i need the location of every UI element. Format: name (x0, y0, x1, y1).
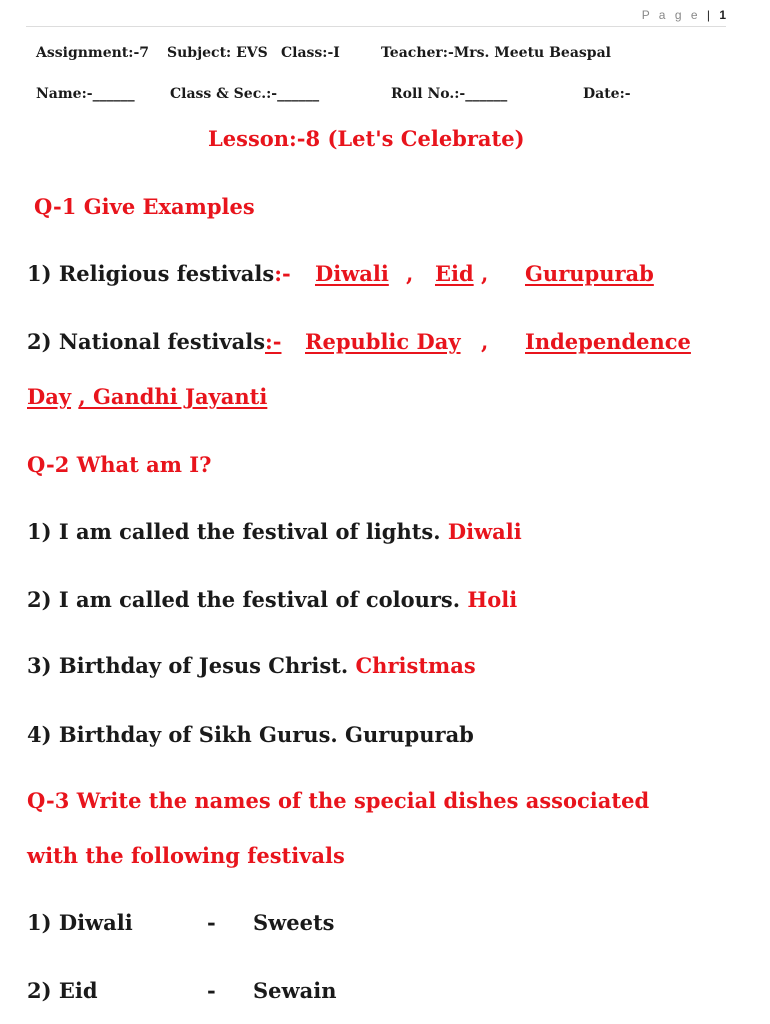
q1-title: Q-1 Give Examples (34, 194, 255, 219)
q1-row2-cont (27, 384, 267, 409)
q1-row1 (27, 261, 291, 286)
date-field: Date:- (583, 86, 631, 102)
class-label: Class:-I (281, 45, 340, 61)
answer-eid: Eid (435, 261, 474, 286)
q2-item (27, 519, 522, 544)
class-sec-field: Class & Sec.:-______ (170, 86, 320, 102)
answer-diwali: Diwali (315, 261, 389, 286)
answer-gurupurab: Gurupurab (525, 261, 654, 286)
q3-dish: Sweets (253, 910, 335, 935)
q2-answer: Holi (467, 587, 518, 612)
q2-item (27, 653, 476, 678)
answer-independence-day-cont: Day (27, 384, 72, 409)
page-sep: | (706, 8, 713, 22)
comma: , (406, 261, 414, 286)
q1-row1-sep: :- (274, 261, 291, 286)
q2-answer: Diwali (447, 519, 522, 544)
q2-answer: Christmas (355, 653, 476, 678)
teacher-label: Teacher:-Mrs. Meetu Beaspal (381, 45, 611, 61)
q1-row2-label: 2) National festivals (27, 329, 266, 354)
q3-dash: - (207, 910, 216, 935)
comma: , (481, 329, 489, 354)
page-number (642, 8, 726, 22)
q2-item (27, 722, 474, 747)
page-header-rule (26, 26, 726, 27)
q3-title-line2: with the following festivals (27, 843, 345, 868)
q2-question: 2) I am called the festival of colours. (27, 587, 461, 612)
page-number-value: 1 (719, 8, 726, 22)
roll-field: Roll No.:-______ (391, 86, 508, 102)
page-label: P a g e (641, 8, 701, 22)
comma: , (481, 261, 489, 286)
q3-festival: 1) Diwali (27, 910, 133, 935)
q1-row1-label: 1) Religious festivals (27, 261, 275, 286)
name-field: Name:-______ (36, 86, 135, 102)
q3-festival: 2) Eid (27, 978, 98, 1003)
q3-dash: - (207, 978, 216, 1003)
assignment-label: Assignment:-7 (36, 45, 149, 61)
q2-question: 4) Birthday of Sikh Gurus. Gurupurab (27, 722, 474, 747)
q1-row2 (27, 329, 281, 354)
q3-dish: Sewain (253, 978, 337, 1003)
subject-label: Subject: EVS (167, 45, 268, 61)
q2-item (27, 587, 517, 612)
answer-gandhi-jayanti: , Gandhi Jayanti (78, 384, 268, 409)
q2-question: 3) Birthday of Jesus Christ. (27, 653, 349, 678)
q1-row2-sep: :- (265, 329, 282, 354)
q2-title: Q-2 What am I? (27, 452, 212, 477)
q2-question: 1) I am called the festival of lights. (27, 519, 441, 544)
lesson-title: Lesson:-8 (Let's Celebrate) (208, 126, 525, 151)
answer-independence: Independence (525, 329, 691, 354)
q3-title-line1: Q-3 Write the names of the special dishes associated (27, 788, 650, 813)
answer-republic-day: Republic Day (305, 329, 461, 354)
